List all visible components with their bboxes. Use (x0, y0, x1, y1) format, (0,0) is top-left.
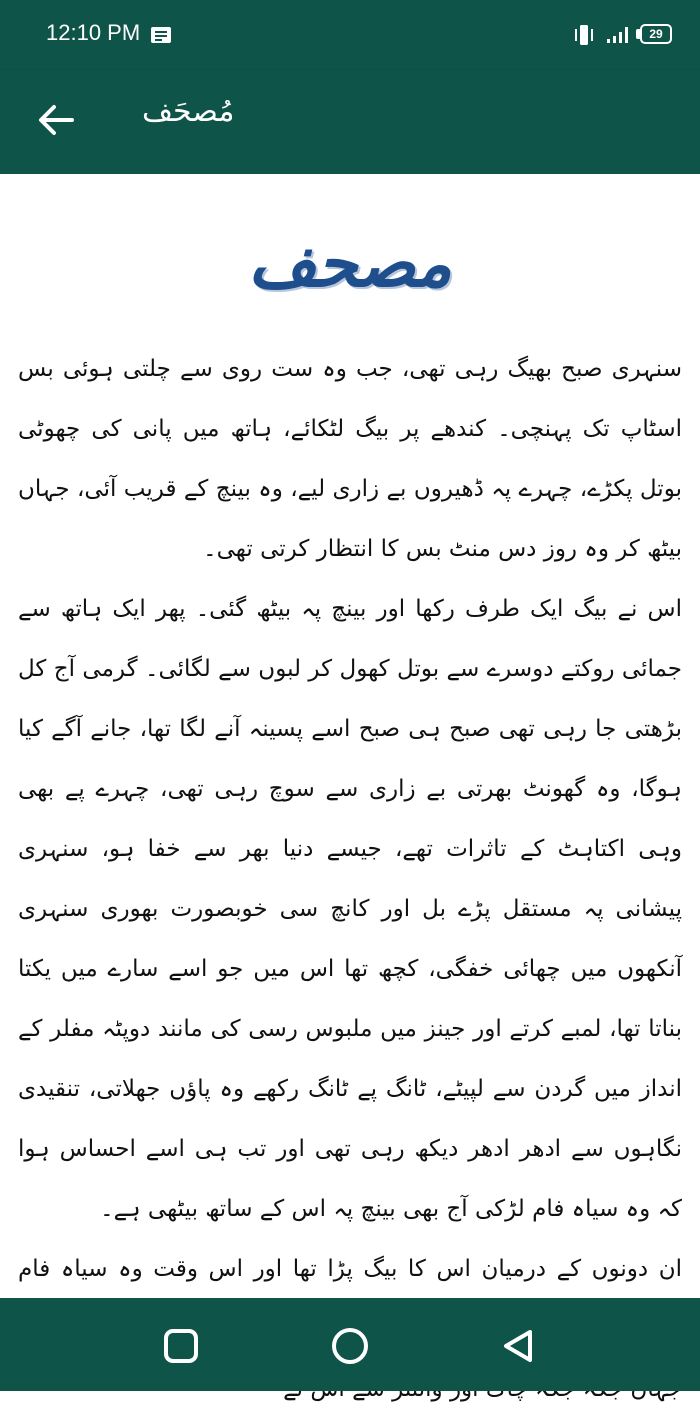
chapter-content[interactable] (0, 174, 700, 1298)
paragraph-3: ان دونوں کے درمیان اس کا بیگ پڑا تھا اور اس وقت وہ سیاہ فام (18, 1256, 682, 1282)
system-nav-bar (0, 1298, 700, 1391)
paragraph-2: اس نے بیگ ایک طرف رکھا اور بینچ پہ بیٹھ گئی۔ پھر ایک ہاتھ سے جمائی روکتے دوسرے سے بوتل کھول کر لبوں سے لگائی۔ گرمی آج کل بڑھتی جا رہی تھی صبح ہی صبح اسے پسینہ آنے لگا تھا، جانے آگے کیا ہوگا، وہ گھونٹ بھرتی بے زاری سے سوچ رہی تھی، چہرے پے بھی وہی اکتاہٹ کے تاثرات تھے، جیسے دنیا بھر سے خفا ہو، سنہری پیشانی پہ مستقل پڑے بل اور کانچ سی خوبصورت بھوری سنہری آنکھوں میں چھائی خفگی، کچھ تھا اس میں جو اسے سارے میں یکتا بناتا تھا، لمبے کرتے اور جینز میں ملبوس رسی کی مانند دوپٹہ مفلر کے انداز میں گردن سے لپیٹے، ٹانگ پے ٹانگ رکھے وہ پاؤں جھلاتی، تنقیدی نگاہوں سے ادھر ادھر دیکھ رہی تھی اور تب ہی اسے احساس ہوا کہ وہ سیاہ فام لڑکی آج بھی بینچ پہ اس کے ساتھ بیٹھی ہے۔ (18, 596, 682, 1222)
chapter-heading: مصحف (248, 224, 452, 302)
signal-icon (606, 26, 632, 48)
story-text (18, 339, 682, 1419)
page-title: مُصحَف (142, 94, 235, 129)
back-button[interactable] (36, 98, 76, 142)
status-bar (0, 0, 700, 70)
recents-square-icon (161, 1326, 201, 1366)
paragraph-1: سنہری صبح بھیگ رہی تھی، جب وہ ست روی سے چلتی ہوئی بس اسٹاپ تک پہنچی۔ کندھے پر بیگ لٹکائے، ہاتھ میں پانی کی چھوٹی بوتل پکڑے، چہرے پہ ڈھیروں بے زاری لیے، وہ بینچ کے قریب آئی، جہاں بیٹھ کر وہ روز دس منٹ بس کا انتظار کرتی تھی۔ (18, 356, 682, 562)
home-button[interactable] (330, 1326, 370, 1366)
status-time: 12:10 PM (46, 20, 141, 45)
arrow-left-icon (36, 98, 76, 142)
back-triangle-icon (498, 1326, 538, 1366)
home-circle-icon (330, 1326, 370, 1366)
nav-back-button[interactable] (498, 1326, 538, 1366)
battery-icon (640, 24, 672, 44)
message-icon (150, 26, 172, 48)
battery-level: 29 (649, 27, 663, 41)
vibrate-icon (572, 24, 596, 50)
app-bar (0, 70, 700, 174)
recents-button[interactable] (161, 1326, 201, 1366)
